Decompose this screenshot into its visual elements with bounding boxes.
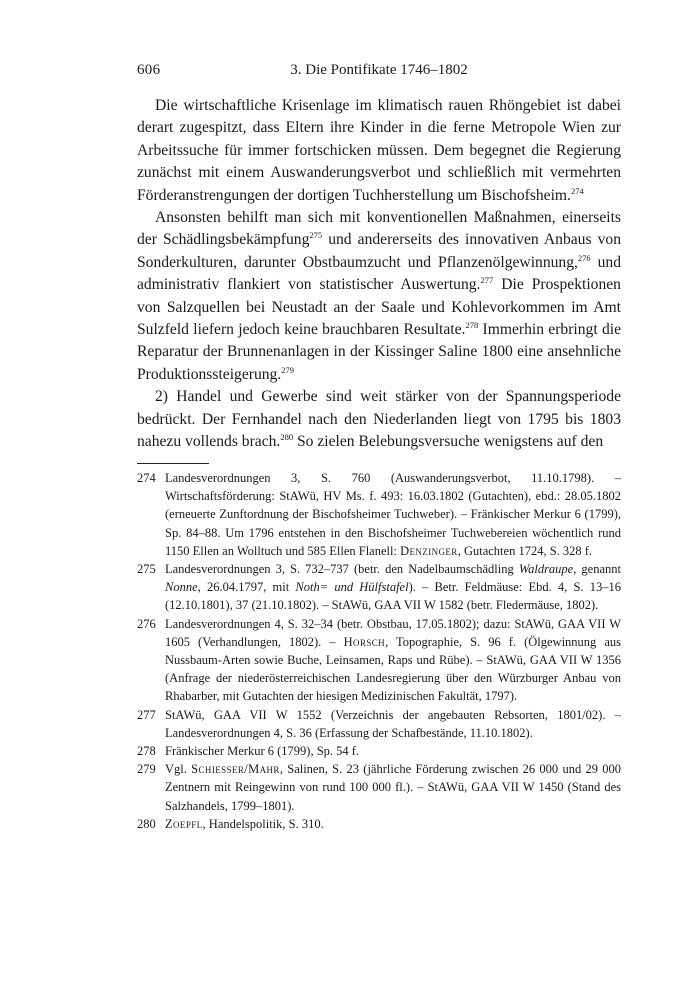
footnote-ref: 275 [309,230,323,241]
text-run: Vgl. [165,762,192,777]
text-run: , Salinen, S. 23 (jährliche Förderung zwischen 26 000 und 29 000 Zentnern mit Reingewinn von rund 100 000 fl.). – StAWü, GAA VII W 1450 (Stand des Salzhandels, 1799–1801). [165,762,622,813]
footnote-ref: 278 [465,319,479,330]
footnote-280 [137,815,621,833]
footnote-text [165,762,621,812]
footnote-ref: 274 [570,185,584,196]
footnote-276 [137,615,621,706]
footnote-text [165,744,359,758]
text-run: Ansonsten behilft man sich mit konventionellen Maßnahmen, einerseits der Schädlingsbekämpfung [137,209,621,249]
footnote-number: 274 [137,471,156,485]
footnote-number: 277 [137,707,156,722]
text-run: Die Prospektionen von Salzquellen bei Neustadt an der Saale und Kohlevorkommen im Amt Sulzfeld liefern jedoch keine brauchbaren Resultate. [137,276,621,339]
footnote-text [165,817,324,831]
footnote-274 [137,469,621,560]
text-run: Landesverordnungen 3, S. 760 (Auswanderungsverbot, 11.10.1798). – Wirtschaftsförderung: StAWü, HV Ms. f. 493: 16.03.1802 (Gutachten), ebd.: 28.05.1802 (erneuerte Zunftordnung der Bischofsheimer Tuchweber). – Fränkischer Merkur 6 (1799), Sp. 84–88. Um 1796 entstehen in den Bischofsheimer Tuchwebereien wöchentlich rund 1150 Ellen an Wolltuch und 585 Ellen Flanell: [165,471,621,558]
page-header [137,62,621,86]
text-run: Die wirtschaftliche Krisenlage im klimatisch rauen Rhöngebiet ist dabei derart zugespitzt, dass Eltern ihre Kinder in die ferne Metropole Wien zur Arbeitssuche für immer fortschicken müssen. Dem begegnet die Regierung zunächst mit einem Auswanderungsverbot und schließlich mit vermehrten Förderanstrengungen der dortigen Tuchherstellung um Bischofsheim. [137,97,621,204]
page-number: 606 [137,62,161,78]
text-run: 2) Handel und Gewerbe sind weit stärker von der Spannungsperiode bedrückt. Der Fernhandel nach den Niederlanden liegt von 1795 bis 1803 nahezu vollends brach. [137,388,621,451]
footnote-text [165,617,621,704]
footnote-278 [137,742,621,760]
author-name: Zoepfl [165,816,203,831]
paragraph [137,207,621,386]
text-run: Landesverordnungen 3, S. 732–737 (betr. den Nadelbaumschädling [165,562,519,577]
footnote-number: 278 [137,744,156,759]
text-run: Fränkischer Merkur 6 (1799), Sp. 54 f. [165,744,360,759]
text-run: Immerhin erbringt die Reparatur der Brunnenanlagen in der Kissinger Saline 1800 eine ansehnliche Produktionssteigerung. [137,321,621,383]
footnote-ref: 276 [577,252,591,263]
footnote-277 [137,706,621,742]
running-title: 3. Die Pontifikate 1746–1802 [290,62,468,78]
text-run: und administrativ flankiert von statistischer Auswertung. [137,253,621,294]
author-name: Schiesser/Mahr [191,762,280,777]
text-run: , Topographie, S. 96 f. (Ölgewinnung aus Nussbaum-Arten sowie Buche, Leinsamen, Raps und Rübe). – StAWü, GAA VII W 1356 (Anfrage der niederösterreichischen Landesregierung über den Würzburger Anbau von Rhabarber, mit Gutachten der hiesigen Medizinischen Fakultät, 1797). [165,634,621,704]
text-run: ). – Betr. Feldmäuse: Ebd. 4, S. 13–16 (12.10.1801), 37 (21.10.1802). – StAWü, GAA VII W 1582 (betr. Fledermäuse, 1802). [165,580,621,613]
paragraph [137,95,621,207]
footnote-ref: 280 [280,431,294,442]
italic-text: Noth= und Hülfstafel [295,580,409,595]
text-run: , Gutachten 1724, S. 328 f. [457,543,593,558]
footnote-number: 276 [137,616,156,631]
italic-text: Nonne [165,580,198,595]
paragraph [137,386,621,453]
footnote-text [165,471,621,558]
text-run: So zielen Belebungsversuche wenigstens auf den [293,433,604,451]
author-name: Horsch [343,634,386,649]
footnote-number: 280 [137,816,156,831]
text-run: , 26.04.1797, mit [197,580,296,595]
footnote-separator [137,463,209,464]
main-text [137,95,621,454]
author-name: Denzinger [400,543,458,558]
text-run: und andererseits des innovativen Anbaus von Sonderkulturen, darunter Obstbaumzucht und Pflanzenölgewinnung, [137,231,621,271]
footnote-279 [137,760,621,815]
text-run: , genannt [573,562,621,577]
footnote-text [165,562,621,612]
text-run: , Handelspolitik, S. 310. [202,816,324,831]
italic-text: Waldraupe [518,562,574,577]
footnote-ref: 279 [281,364,294,375]
text-run: Landesverordnungen 4, S. 32–34 (betr. Obstbau, 17.05.1802); dazu: StAWü, GAA VII W 1605 (Verhandlungen, 1802). – [165,616,621,649]
footnotes [137,469,621,833]
text-run: StAWü, GAA VII W 1552 (Verzeichnis der angebauten Rebsorten, 1801/02). – Landesverordnungen 4, S. 36 (Erfassung der Schafbestände, 11.10.1802). [165,707,621,740]
footnote-ref: 277 [480,275,494,286]
footnote-number: 275 [137,562,156,577]
footnote-text [165,708,621,740]
footnote-275 [137,560,621,615]
footnote-number: 279 [137,762,156,777]
